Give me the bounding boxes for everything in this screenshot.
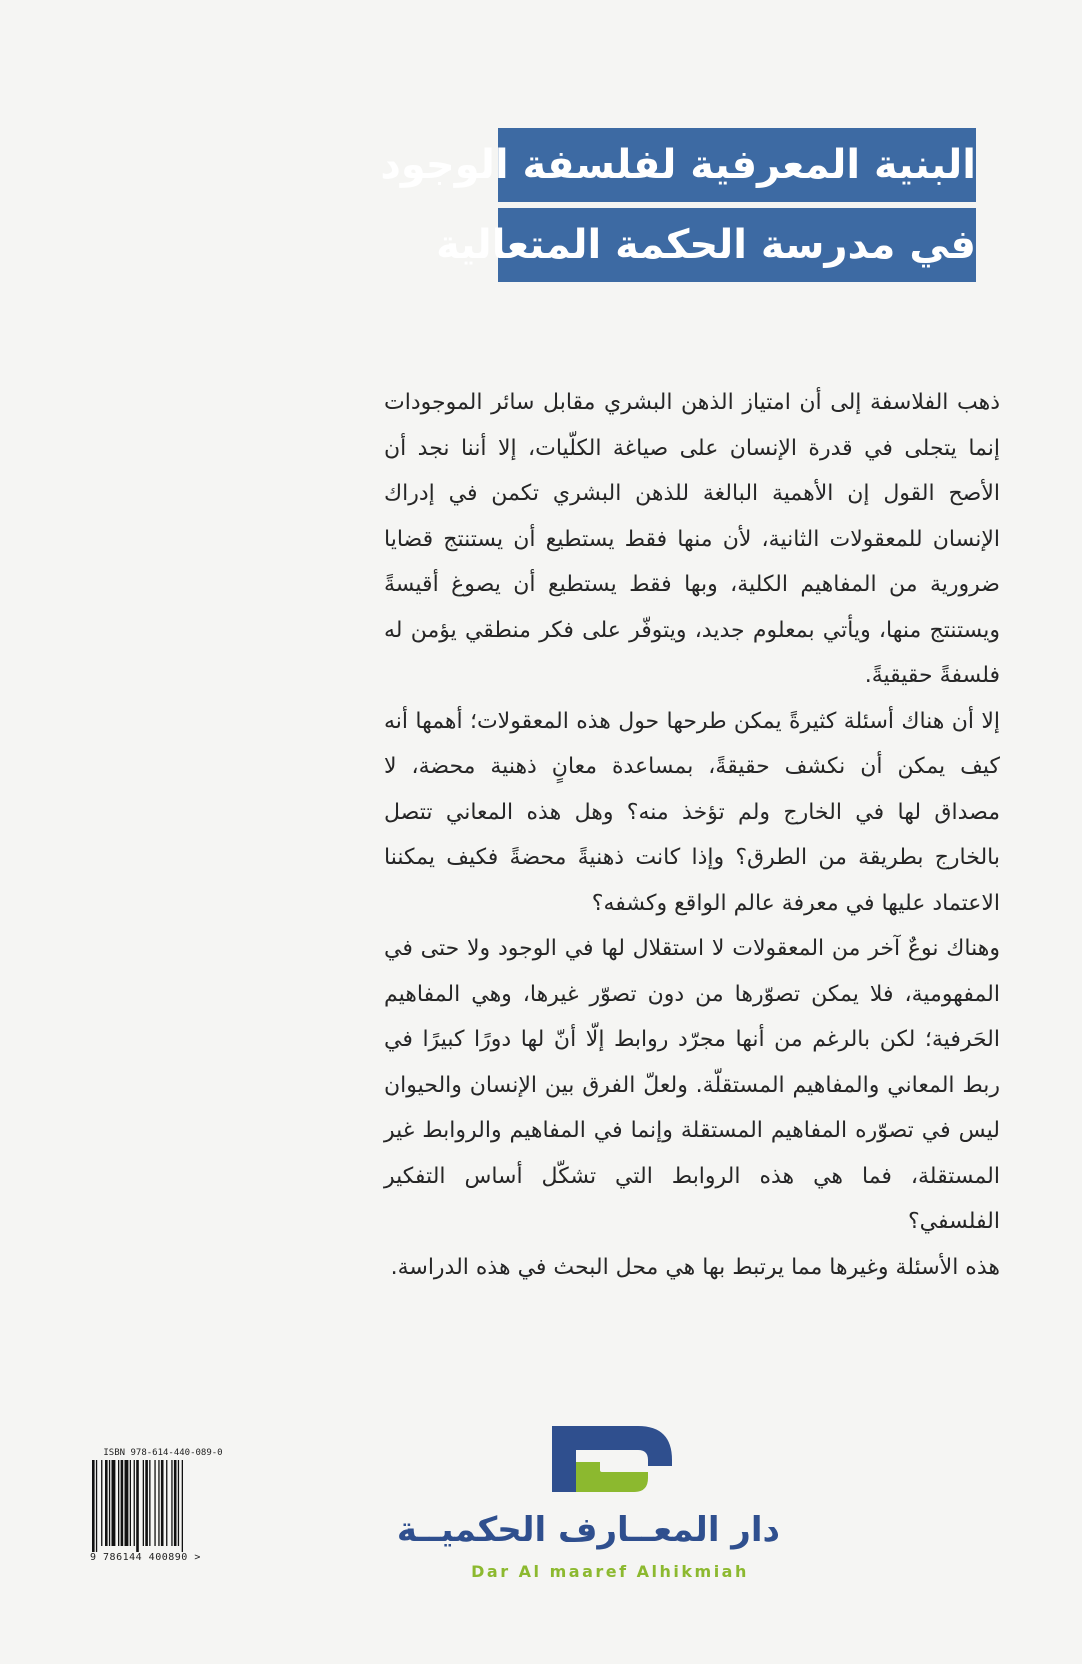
barcode-bar	[136, 1460, 139, 1552]
barcode-bar	[171, 1460, 172, 1546]
blurb-paragraph-4: هذه الأسئلة وغيرها مما يرتبط بها هي محل البحث في هذه الدراسة.	[390, 1254, 1000, 1280]
title-line-1: البنية المعرفية لفلسفة الوجود	[498, 128, 976, 202]
barcode-bar	[96, 1460, 97, 1552]
barcode-bar	[166, 1460, 167, 1546]
barcode-bar	[92, 1460, 95, 1552]
barcode-bar	[161, 1460, 164, 1546]
blurb-paragraph-2: إلا أن هناك أسئلة كثيرةً يمكن طرحها حول هذه المعقولات؛ أهمها أنه كيف يمكن أن نكشف حقيقةً، بمساعدة معانٍ ذهنية محضة، لا مصداق لها في الخارج ولم تؤخذ منه؟ وهل هذه المعاني تتصل بالخارج بطريقة من الطرق؟ وإذا كانت ذهنيةً محضةً فكيف يمكننا الاعتماد عليها في معرفة عالم الواقع وكشفه؟	[384, 708, 1000, 916]
barcode-bar	[134, 1460, 135, 1546]
barcode-bar	[121, 1460, 124, 1546]
barcode-bar	[158, 1460, 159, 1546]
blurb-paragraph-3: وهناك نوعٌ آخر من المعقولات لا استقلال لها في الوجود ولا حتى في المفهومية، فلا يمكن تصوّرها من دون تصوّر غيرها، وهي المفاهيم الحَرفية؛ لكن بالرغم من أنها مجرّد روابط إلّا أنّ لها دورًا كبيرًا في ربط المعاني والمفاهيم المستقلّة. ولعلّ الفرق بين الإنسان والحيوان ليس في تصوّره المفاهيم المستقلة وإنما في المفاهيم والروابط غير المستقلة، فما هي هذه الروابط التي تشكّل أساس التفكير الفلسفي؟	[384, 936, 1000, 1234]
barcode-bar	[105, 1460, 108, 1546]
barcode-bar	[125, 1460, 129, 1546]
publisher-logo-icon	[542, 1422, 678, 1496]
barcode-bar	[149, 1460, 150, 1546]
barcode-bar	[130, 1460, 131, 1546]
barcode-bar	[143, 1460, 144, 1546]
publisher-name-english: Dar Al maaref Alhikmiah	[471, 1562, 749, 1581]
barcode-bar	[154, 1460, 155, 1546]
blurb-paragraph-1: ذهب الفلاسفة إلى أن امتياز الذهن البشري مقابل سائر الموجودات إنما يتجلى في قدرة الإنسان على صياغة الكلّيات، إلا أننا نجد أن الأصح القول إن الأهمية البالغة للذهن البشري تكمن في إدراك الإنسان للمعقولات الثانية، لأن منها فقط يستطيع أن يستنتج قضايا ضرورية من المفاهيم الكلية، وبها فقط يستطيع أن يصوغ أقيسةً ويستنتج منها، ويأتي بمعلوم جديد، ويتوفّر على فكر منطقي يؤمن له فلسفةً حقيقيةً.	[384, 390, 1000, 688]
barcode-bar	[118, 1460, 119, 1546]
isbn-label: ISBN 978-614-440-089-0	[103, 1448, 223, 1458]
publisher-name-arabic: دار المعــارف الحكميــة	[396, 1510, 780, 1550]
barcode-bar	[112, 1460, 116, 1546]
blurb	[384, 380, 1000, 1290]
publisher-imprint	[396, 1422, 780, 1582]
barcode-bar	[182, 1460, 183, 1552]
isbn-barcode	[90, 1448, 236, 1568]
title-line-2: في مدرسة الحكمة المتعالية	[498, 208, 976, 282]
barcode-bar	[109, 1460, 110, 1546]
barcode-bar	[178, 1460, 179, 1546]
barcode-bars	[90, 1460, 236, 1552]
barcode-bar	[174, 1460, 177, 1546]
barcode-bar	[145, 1460, 148, 1546]
isbn-digits: 9 786144 400890 >	[90, 1552, 201, 1563]
barcode-bar	[101, 1460, 102, 1546]
